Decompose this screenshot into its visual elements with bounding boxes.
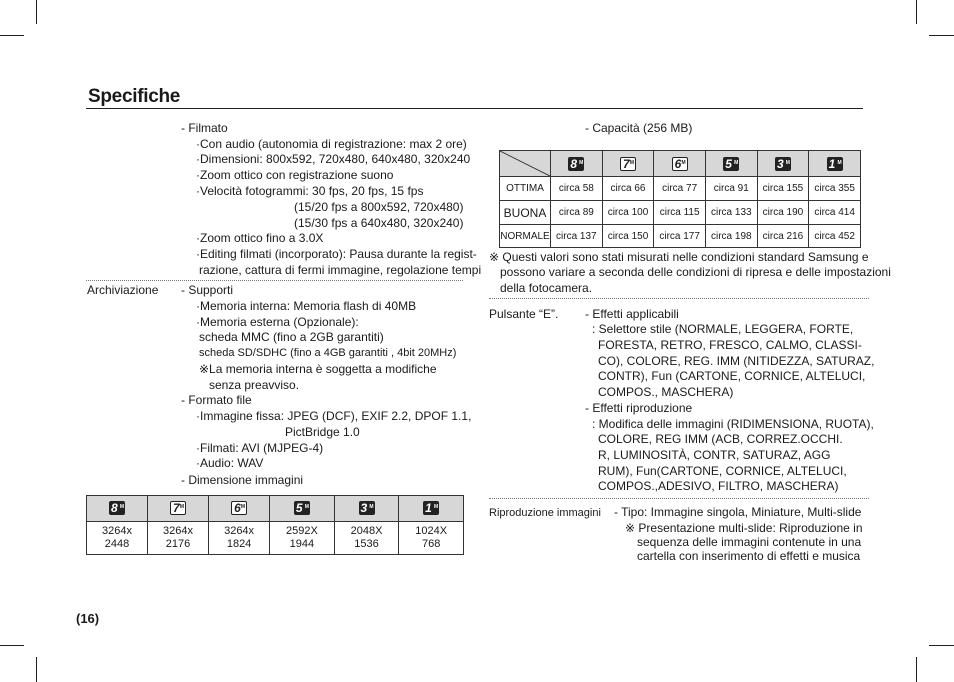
section-divider (489, 498, 869, 499)
capacita-heading: - Capacità (256 MB) (585, 121, 693, 135)
crop-mark (36, 0, 37, 24)
section-divider (86, 280, 463, 281)
riproduzione-heading: - Effetti riproduzione (585, 401, 693, 415)
supporti-line: ·Memoria esterna (Opzionale): (196, 315, 359, 329)
capacity-cell: circa 190 (757, 201, 809, 225)
capacity-cell: circa 155 (757, 177, 809, 201)
size-cell: 1024X 768 (399, 522, 464, 555)
filmato-line: ·Zoom ottico fino a 3.0X (196, 231, 324, 245)
effetti-line: : Selettore stile (NORMALE, LEGGERA, FORTE, (592, 322, 854, 336)
size-icon-cell (334, 496, 399, 522)
pulsante-label: Pulsante “E”. (489, 307, 559, 321)
capacity-note: ※ Questi valori sono stati misurati nelle condizioni standard Samsung e (489, 250, 869, 264)
filmato-line: ·Editing filmati (incorporato): Pausa durante la regist- (196, 247, 477, 261)
formato-heading: - Formato file (181, 393, 252, 407)
6m-resolution-icon: 6 M (231, 501, 247, 515)
page-title: Specifiche (88, 86, 181, 107)
effetti-line: CONTR), Fun (CARTONE, CORNICE, ALTELUCI, (598, 369, 866, 383)
effetti-line: FORESTA, RETRO, FRESCO, CALMO, CLASSI- (598, 338, 862, 352)
size-cell: 3264x 2448 (87, 522, 148, 555)
formato-line: PictBridge 1.0 (285, 425, 360, 439)
8m-resolution-icon: 8 M (570, 156, 584, 171)
crop-mark (0, 645, 24, 646)
riproduzione-line: R, LUMINOSITÀ, CONTR, SATURAZ, AGG (598, 448, 831, 462)
capacity-cell: circa 137 (551, 225, 603, 248)
8m-resolution-icon: 8 M (111, 501, 125, 515)
size-icon-cell (87, 496, 148, 522)
capacity-cell: circa 452 (809, 225, 861, 248)
effetti-line: CO), COLORE, REG. IMM (NITIDEZZA, SATURAZ, (598, 354, 875, 368)
crop-mark (929, 645, 954, 646)
diagonal-header-cell (500, 151, 551, 177)
supporti-line: scheda SD/SDHC (fino a 4GB garantiti , 4bit 20MHz) (199, 347, 457, 359)
supporti-line: senza preavviso. (209, 378, 300, 392)
tipo-note: sequenza delle immagini contenute in una (637, 535, 862, 549)
5m-resolution-icon: 5 M (725, 156, 739, 171)
capacity-cell: circa 216 (757, 225, 809, 248)
crop-mark (916, 657, 917, 682)
effetti-heading: - Effetti applicabili (585, 307, 679, 321)
7m-resolution-icon: 7 M (620, 157, 636, 171)
capacity-cell: circa 77 (654, 177, 706, 201)
capacity-icon-cell (705, 151, 757, 177)
capacity-cell: circa 58 (551, 177, 603, 201)
capacity-note: della fotocamera. (500, 281, 593, 295)
size-cell: 2048X 1536 (334, 522, 399, 555)
crop-mark (36, 657, 37, 682)
formato-line: ·Audio: WAV (196, 456, 264, 470)
size-cell: 2592X 1944 (270, 522, 335, 555)
filmato-line: ·Zoom ottico con registrazione suono (196, 168, 394, 182)
quality-label: OTTIMA (500, 177, 551, 201)
capacity-cell: circa 150 (602, 225, 654, 248)
size-icon-cell (399, 496, 464, 522)
formato-line: ·Filmati: AVI (MJPEG-4) (196, 441, 324, 455)
capacity-cell: circa 115 (654, 201, 706, 225)
capacity-cell: circa 89 (551, 201, 603, 225)
filmato-line: (15/20 fps a 800x592, 720x480) (294, 200, 464, 214)
dimensione-heading: - Dimensione immagini (181, 473, 304, 487)
archiviazione-label: Archiviazione (87, 283, 159, 297)
capacity-icon-cell (757, 151, 809, 177)
quality-label: BUONA (500, 201, 551, 225)
filmato-line: ·Velocità fotogrammi: 30 fps, 20 fps, 15 fps (196, 184, 424, 198)
filmato-heading: - Filmato (181, 121, 228, 135)
size-icon-cell (209, 496, 270, 522)
crop-mark (929, 35, 954, 36)
riproduzione-line: COLORE, REG IMM (ACB, CORREZ.OCCHI. (598, 432, 843, 446)
filmato-line: ·Con audio (autonomia di registrazione: max 2 ore) (196, 137, 467, 151)
supporti-line: scheda MMC (fino a 2GB garantiti) (199, 330, 384, 344)
capacity-note: possono variare a seconda delle condizioni di ripresa e delle impostazioni (500, 265, 891, 279)
capacity-cell: circa 414 (809, 201, 861, 225)
capacity-cell: circa 100 (602, 201, 654, 225)
capacity-cell: circa 133 (705, 201, 757, 225)
riproduzione-line: COMPOS.,ADESIVO, FILTRO, MASCHERA) (598, 479, 839, 493)
supporti-line: ·Memoria interna: Memoria flash di 40MB (196, 299, 417, 313)
filmato-line: ·Dimensioni: 800x592, 720x480, 640x480, 320x240 (196, 152, 471, 166)
capacity-cell: circa 66 (602, 177, 654, 201)
1m-resolution-icon: 1 M (828, 156, 842, 171)
1m-resolution-icon: 1 M (425, 501, 439, 515)
tipo-note: cartella con inserimento di effetti e musica (637, 549, 861, 563)
5m-resolution-icon: 5 M (295, 501, 309, 515)
capacity-cell: circa 198 (705, 225, 757, 248)
title-rule (86, 108, 863, 109)
crop-mark (916, 0, 917, 24)
capacity-icon-cell (654, 151, 706, 177)
diagonal-line (500, 151, 550, 176)
filmato-line: razione, cattura di fermi immagine, regolazione tempi (199, 263, 482, 277)
6m-resolution-icon: 6 M (672, 157, 688, 171)
3m-resolution-icon: 3 M (776, 156, 790, 171)
riproduzione-line: : Modifica delle immagini (RIDIMENSIONA, RUOTA), (592, 417, 874, 431)
size-icon-cell (270, 496, 335, 522)
tipo-note: ※ Presentazione multi-slide: Riproduzione in (625, 521, 863, 535)
size-cell: 3264x 2176 (148, 522, 209, 555)
capacity-icon-cell (551, 151, 603, 177)
capacity-icon-cell (602, 151, 654, 177)
size-cell: 3264x 1824 (209, 522, 270, 555)
riproduzione-immagini-label: Riproduzione immagini (489, 507, 601, 519)
crop-mark (0, 35, 24, 36)
section-divider (489, 298, 869, 299)
capacity-cell: circa 91 (705, 177, 757, 201)
page-number: (16) (76, 611, 100, 626)
formato-line: ·Immagine fissa: JPEG (DCF), EXIF 2.2, DPOF 1.1, (196, 409, 472, 423)
supporti-heading: - Supporti (181, 283, 234, 297)
riproduzione-line: RUM), Fun(CARTONE, CORNICE, ALTELUCI, (598, 464, 847, 478)
size-icon-cell (148, 496, 209, 522)
quality-label: NORMALE (500, 225, 551, 248)
capacity-cell: circa 355 (809, 177, 861, 201)
7m-resolution-icon: 7 M (170, 501, 186, 515)
tipo-line: - Tipo: Immagine singola, Miniature, Multi-slide (614, 505, 862, 519)
effetti-line: COMPOS., MASCHERA) (598, 385, 734, 399)
capacity-icon-cell (809, 151, 861, 177)
supporti-line: ※La memoria interna è soggetta a modifiche (199, 362, 437, 376)
capacity-table (499, 150, 861, 248)
3m-resolution-icon: 3 M (360, 501, 374, 515)
filmato-line: (15/30 fps a 640x480, 320x240) (294, 216, 464, 230)
capacity-cell: circa 177 (654, 225, 706, 248)
image-size-table (86, 495, 464, 555)
